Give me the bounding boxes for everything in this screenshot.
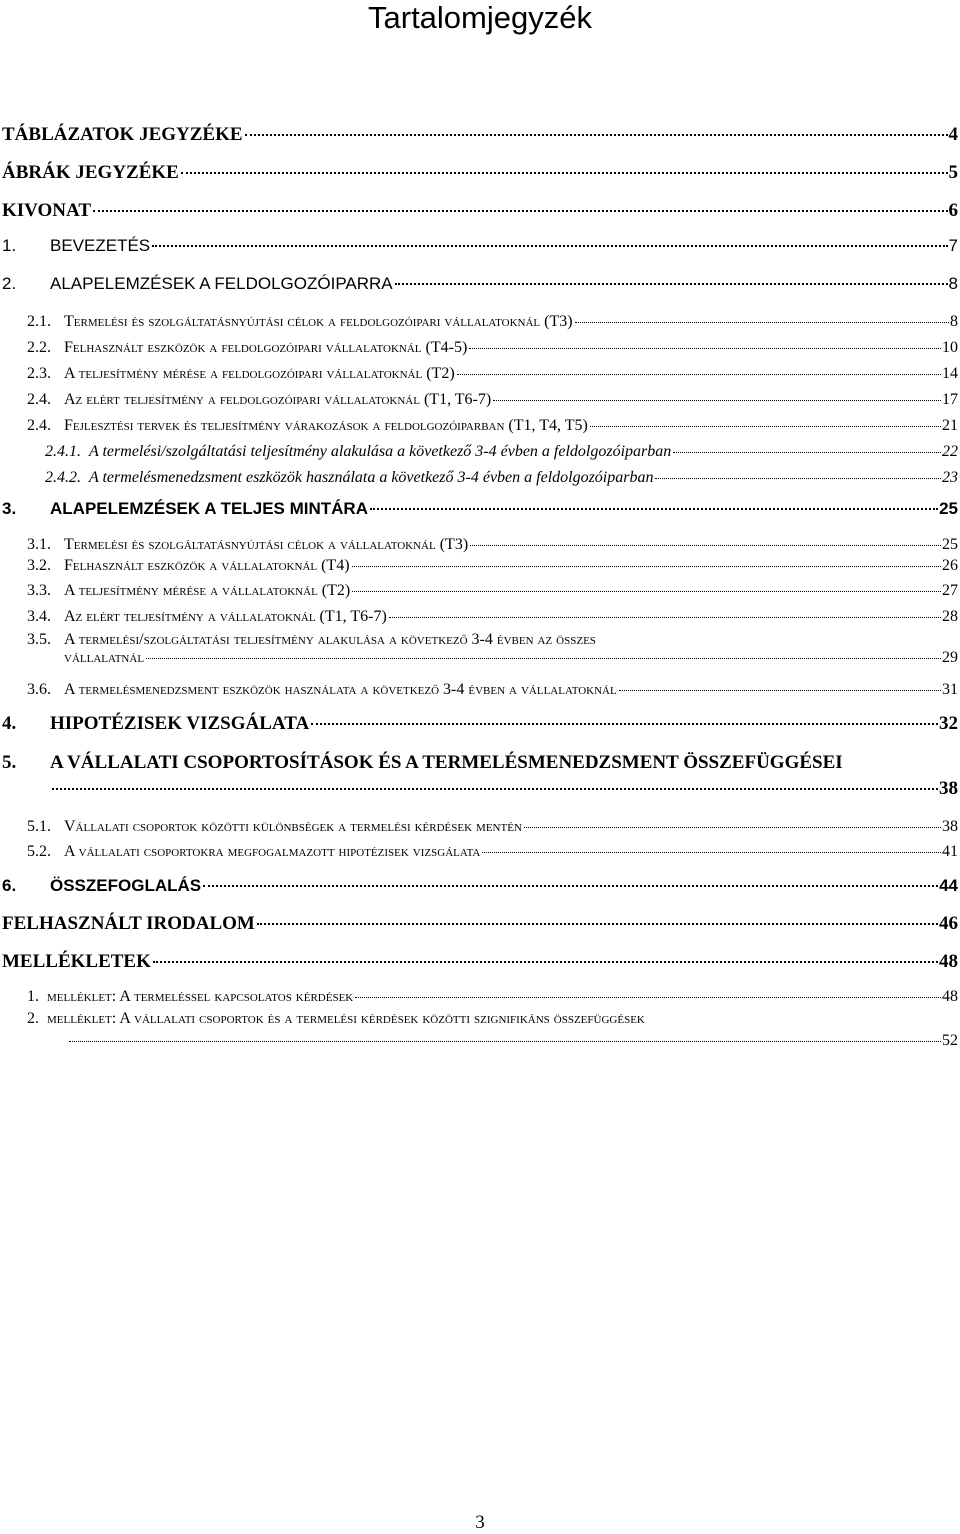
leader-dots [469,348,941,349]
page-number: 3 [475,1512,485,1533]
leader-dots [181,172,948,174]
leader-dots [257,923,938,925]
toc-entry[interactable]: 2.2. Felhasznált eszközök a feldolgozóipari vállalatoknál (T4-5) 10 [27,339,958,356]
toc-entry[interactable]: 2. ALAPELEMZÉSEK A FELDOLGOZÓIPARRA 8 [2,274,958,293]
leader-dots [52,788,938,790]
toc-entry[interactable]: 2.3. A teljesítmény mérése a feldolgozóipari vállalatoknál (T2) 14 [27,365,958,382]
leader-dots [673,452,941,453]
leader-dots [470,545,941,546]
toc-entry[interactable]: 2.1. Termelési és szolgáltatásnyújtási célok a feldolgozóipari vállalatoknál (T3) 8 [27,313,958,330]
toc-entry[interactable]: 3.2. Felhasznált eszközök a vállalatoknál (T4) 26 [27,557,958,574]
leader-dots [245,134,948,136]
toc-entry[interactable]: 5.2. A vállalati csoportokra megfogalmazott hipotézisek vizsgálata 41 [27,843,958,860]
leader-dots [152,245,947,247]
toc-entry[interactable]: 4. HIPOTÉZISEK VIZSGÁLATA 32 [2,713,958,734]
toc-entry[interactable]: 3.5. A termelési/szolgáltatási teljesítmény alakulása a következő 3-4 évben az összes vállalatnál 29 [27,631,958,666]
leader-dots [493,400,941,401]
leader-dots [389,617,941,618]
toc-entry[interactable]: 3.6. A termelésmenedzsment eszközök használata a következő 3-4 évben a vállalatoknál 31 [27,681,958,698]
toc-entry[interactable]: FELHASZNÁLT IRODALOM 46 [2,913,958,934]
toc-entry[interactable]: 2.4.1. A termelési/szolgáltatási teljesítmény alakulása a következő 3-4 évben a feldolgozóiparban 22 [45,443,958,460]
leader-dots [311,723,938,725]
toc-entry[interactable]: 2.4. Az elért teljesítmény a feldolgozóipari vállalatoknál (T1, T6-7) 17 [27,391,958,408]
leader-dots [655,478,941,479]
toc-entry[interactable]: 2.4.2. A termelésmenedzsment eszközök használata a következő 3-4 évben a feldolgozóiparban 23 [45,469,958,486]
leader-dots [575,322,949,323]
leader-dots [146,658,941,659]
toc-entry[interactable]: 2.4. Fejlesztési tervek és teljesítmény várakozások a feldolgozóiparban (T1, T4, T5) 21 [27,417,958,434]
leader-dots [370,508,938,510]
toc-entry[interactable]: 3.3. A teljesítmény mérése a vállalatoknál (T2) 27 [27,582,958,599]
toc-entry[interactable]: 5. A VÁLLALATI CSOPORTOSÍTÁSOK ÉS A TERMELÉSMENEDZSMENT ÖSSZEFÜGGÉSEI 38 [2,752,958,799]
toc-entry[interactable]: KIVONAT 6 [2,200,958,221]
toc-entry[interactable]: MELLÉKLETEK 48 [2,951,958,972]
leader-dots [395,283,948,285]
toc-entry[interactable]: 5.1. Vállalati csoportok közötti különbségek a termelési kérdések mentén 38 [27,818,958,835]
leader-dots [355,997,941,998]
toc-entry[interactable]: 2. melléklet: A vállalati csoportok és a termelési kérdések közötti szignifikáns összefüggések 52 [27,1010,958,1049]
leader-dots [352,591,941,592]
leader-dots [457,374,941,375]
toc-entry[interactable]: 3.1. Termelési és szolgáltatásnyújtási célok a vállalatoknál (T3) 25 [27,536,958,553]
leader-dots [69,1041,941,1042]
toc-entry[interactable]: 3.4. Az elért teljesítmény a vállalatoknál (T1, T6-7) 28 [27,608,958,625]
leader-dots [619,690,941,691]
toc-entry[interactable]: ÁBRÁK JEGYZÉKE 5 [2,162,958,183]
leader-dots [482,852,941,853]
toc-entry[interactable]: 3. ALAPELEMZÉSEK A TELJES MINTÁRA 25 [2,499,958,518]
toc-entry[interactable]: 1. melléklet: A termeléssel kapcsolatos kérdések 48 [27,988,958,1005]
leader-dots [93,210,948,212]
page-title: Tartalomjegyzék [368,0,592,35]
leader-dots [153,961,938,963]
toc-entry[interactable]: 1. BEVEZETÉS 7 [2,236,958,255]
toc-entry[interactable]: TÁBLÁZATOK JEGYZÉKE 4 [2,124,958,145]
leader-dots [524,827,941,828]
leader-dots [590,426,941,427]
toc-entry[interactable]: 6. ÖSSZEFOGLALÁS 44 [2,876,958,895]
leader-dots [352,566,941,567]
leader-dots [203,885,938,887]
